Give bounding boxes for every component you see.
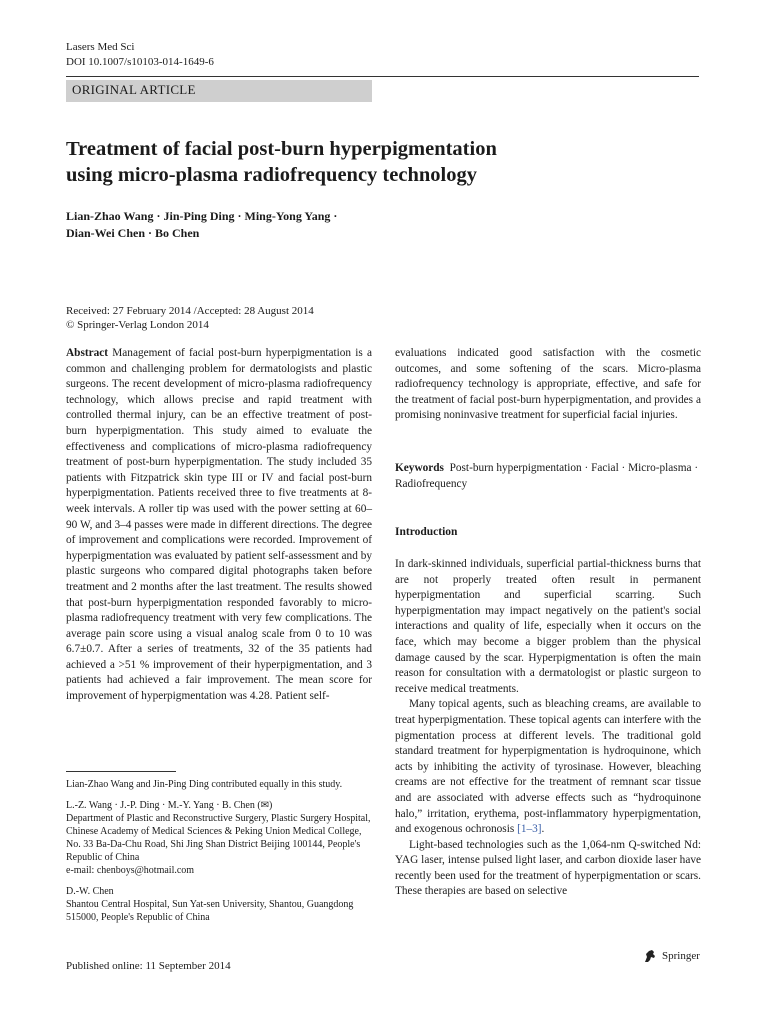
intro-paragraph-3: Light-based technologies such as the 1,064-nm Q-switched Nd: YAG laser, intense pulsed light laser, and carbon dioxide laser have recently been used for the treatment of hyperpigmentation or scars. These therapies are based on selective: [395, 838, 701, 898]
article-type-label: ORIGINAL ARTICLE: [72, 82, 196, 97]
keywords-label: Keywords: [395, 462, 444, 474]
springer-logo: [642, 948, 700, 964]
article-title: [66, 136, 686, 188]
author-list: [66, 208, 337, 242]
abstract-continued-block: [395, 346, 701, 424]
doi[interactable]: DOI 10.1007/s10103-014-1649-6: [66, 56, 214, 68]
journal-name: Lasers Med Sci: [66, 41, 135, 53]
abstract-label: Abstract: [66, 347, 109, 359]
affiliation-2-names: D.-W. Chen: [66, 886, 114, 897]
intro-paragraph-2-end: .: [541, 823, 545, 836]
affiliation-2-dept: Shantou Central Hospital, Sun Yat-sen University, Shantou, Guangdong 515000, People's Republic of China: [66, 899, 354, 923]
publisher-name: Springer: [662, 950, 700, 962]
received-accepted: Received: 27 February 2014 /Accepted: 28 August 2014: [66, 305, 314, 317]
keywords-text: Post-burn hyperpigmentation · Facial · Micro-plasma · Radiofrequency: [395, 462, 699, 490]
equal-contribution-note: Lian-Zhao Wang and Jin-Ping Ding contributed equally in this study.: [66, 779, 343, 790]
intro-paragraph-1: In dark-skinned individuals, superficial partial-thickness burns that are not properly treated often result in permanent hyperpigmentation and superficial scarring. Such hyperpigmentation may impact negatively on the patient's social interactions and quality of life, especially when it occurs on the face, which may become a bigger problem than the physical damage caused by the scar. Hyperpigmentation is often the main reason for consultation with a dermatologist or plastic surgeon to receive medical treatments.: [395, 558, 701, 695]
abstract-continued: evaluations indicated good satisfaction with the cosmetic outcomes, and some softening of the scars. Micro-plasma radiofrequency technology is appropriate, effective, and safe for the treatment of facial post-burn hyperpigmentation, and provides a promising noninvasive treatment for superficial facial injuries.: [395, 347, 701, 422]
affiliation-1-dept: Department of Plastic and Reconstructive Surgery, Plastic Surgery Hospital, Chinese Academy of Medical Sciences & Peking Union Medical College, No. 33 Ba-Da-Chu Road, Shi Jing Shan District Beijing 100144, People's Republic of China: [66, 813, 371, 863]
affiliation-1-names: L.-Z. Wang · J.-P. Ding · M.-Y. Yang · B. Chen (✉): [66, 800, 273, 811]
published-online: Published online: 11 September 2014: [66, 960, 231, 972]
citation-link[interactable]: [1–3]: [517, 823, 542, 836]
journal-header: [66, 40, 214, 70]
article-type-badge: [66, 80, 372, 102]
intro-paragraph-2-text: Many topical agents, such as bleaching creams, are available to treat hyperpigmentation. These topical agents can interfere with the pigmentation process at different levels. The traditional gold standard treatment for hyperpigmentation is hydroquinone, which acts by inhibiting the activity of tyrosinase. However, bleaching creams are not effective for the treatment of remnant scar tissue and are associated with adverse effects such as “hydroquinone halo,” irritation, erythema, post-inflammatory hyperpigmentation, and exogenous ochronosis: [395, 698, 701, 836]
footnotes: [66, 778, 376, 932]
keywords-block: [395, 460, 701, 492]
article-dates: [66, 304, 314, 332]
abstract-text: Management of facial post-burn hyperpigmentation is a common and challenging problem for dermatologists and plastic surgeons. The recent development of micro-plasma radiofrequency technology, which allows precise and rapid treatment with controlled thermal injury, can be an effective treatment of post-burn hyperpigmentation. This study aimed to evaluate the effectiveness and complications of micro-plasma radiofrequency treatment of post-burn hyperpigmentation. The study included 35 patients with Fitzpatrick skin type III or IV and facial post-burn hyperpigmentation. Patients received three to five treatments at 8-week intervals. A roller tip was used with the power setting at 60–90 W, and 3–4 passes were made in different directions. The degree of improvement and complications were recorded. Improvement of hyperpigmentation was evaluated by patient self-assessment and by plastic surgeons who compared digital photographs taken before treatment and 2 months after the last treatment. The results showed that post-burn hyperpigmentation responded favorably to micro-plasma radiofrequency treatment with very few complications. The average pain score using a visual analog scale from 0 to 10 was 6.7±0.7. After a series of treatments, 32 of the 35 patients had achieved a >51 % improvement of their hyperpigmentation, and 3 patients had achieved a fair improvement. The mean score for improvement of hyperpigmentation was 4.28. Patient self-: [66, 347, 372, 703]
affiliation-2: [66, 885, 376, 924]
affiliation-1: [66, 799, 376, 877]
springer-horse-icon: [642, 948, 658, 964]
abstract-block: [66, 346, 372, 705]
title-line-2: using micro-plasma radiofrequency technology: [66, 164, 477, 186]
corresponding-email[interactable]: e-mail: chenboys@hotmail.com: [66, 865, 195, 876]
intro-paragraph-2: [395, 697, 701, 837]
title-line-1: Treatment of facial post-burn hyperpigmentation: [66, 138, 497, 160]
footnote-rule: [66, 771, 176, 772]
authors-line-1: Lian-Zhao Wang · Jin-Ping Ding · Ming-Yong Yang ·: [66, 209, 338, 223]
copyright: © Springer-Verlag London 2014: [66, 319, 209, 331]
authors-line-2: Dian-Wei Chen · Bo Chen: [66, 226, 200, 240]
introduction-body: [395, 557, 701, 900]
header-rule: [66, 76, 699, 77]
introduction-heading: Introduction: [395, 526, 458, 538]
